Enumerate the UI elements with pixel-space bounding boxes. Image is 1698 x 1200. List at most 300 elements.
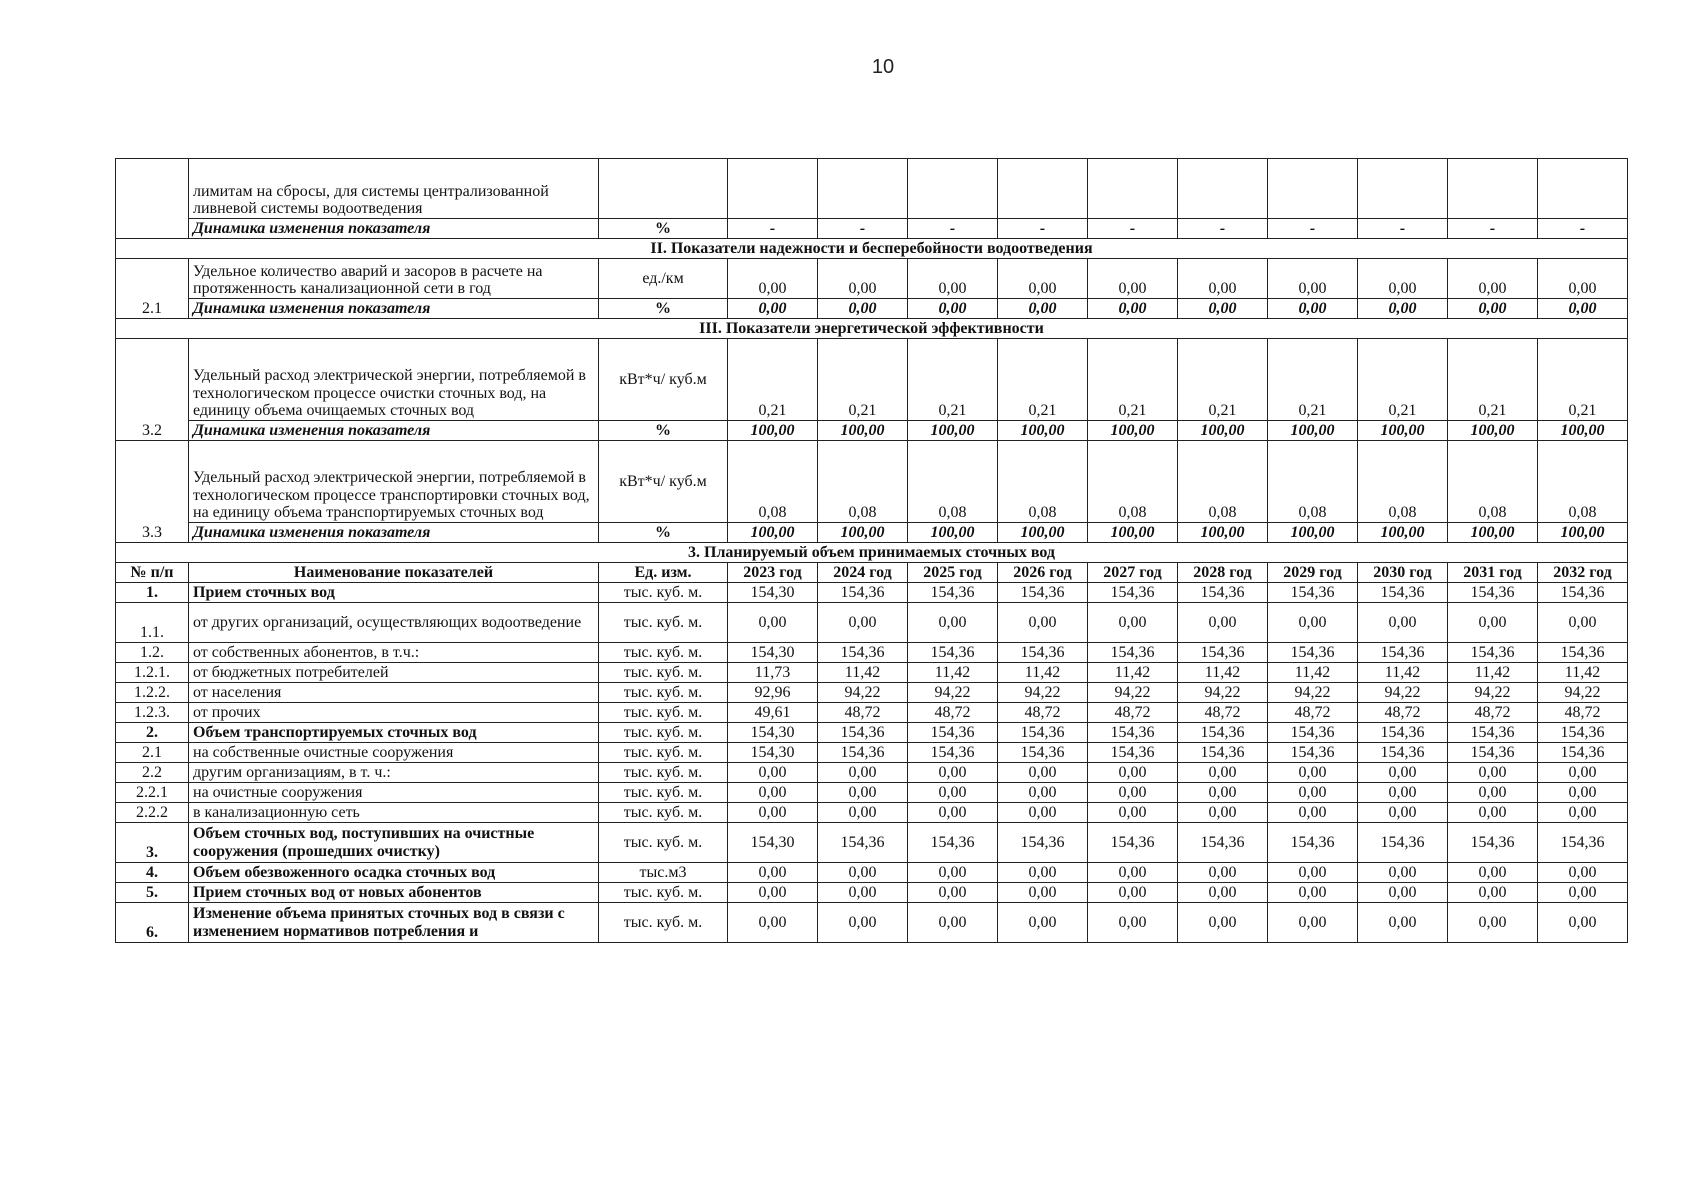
unit-cell: тыс. куб. м.	[599, 723, 728, 743]
unit-cell: тыс. куб. м.	[599, 783, 728, 803]
value-cell: 100,00	[1268, 421, 1358, 441]
value-cell: 0,00	[998, 603, 1088, 643]
value-cell: 11,42	[1268, 663, 1358, 683]
header-year: 2029 год	[1268, 563, 1358, 583]
value-cell: 0,00	[1538, 763, 1628, 783]
indicator-name: Прием сточных вод от новых абонентов	[189, 883, 599, 903]
value-cell: 0,00	[998, 763, 1088, 783]
value-cell: -	[818, 219, 908, 239]
value-cell: 11,42	[1358, 663, 1448, 683]
value-cell: 48,72	[818, 703, 908, 723]
value-cell: 0,00	[1178, 603, 1268, 643]
value-cell: 0,21	[1178, 339, 1268, 421]
value-cell: 0,21	[998, 339, 1088, 421]
unit-cell: тыс.м3	[599, 863, 728, 883]
value-cell: 0,00	[1178, 783, 1268, 803]
value-cell: 0,00	[1358, 783, 1448, 803]
table-row	[116, 723, 1628, 743]
value-cell: 100,00	[1448, 523, 1538, 543]
dynamics-label: Динамика изменения показателя	[189, 421, 599, 441]
indicator-name: от населения	[189, 683, 599, 703]
header-year: 2026 год	[998, 563, 1088, 583]
value-cell: 154,36	[1268, 643, 1358, 663]
section-title: 3. Планируемый объем принимаемых сточных вод	[116, 543, 1628, 563]
value-cell: 100,00	[1178, 421, 1268, 441]
value-cell: 0,08	[1538, 441, 1628, 523]
value-cell: 154,36	[1538, 583, 1628, 603]
header-year: 2027 год	[1088, 563, 1178, 583]
unit-cell: тыс. куб. м.	[599, 583, 728, 603]
value-cell: 154,36	[1538, 643, 1628, 663]
value-cell: 94,22	[908, 683, 998, 703]
row-number-cell: 1.2.	[116, 643, 189, 663]
value-cell: 0,00	[818, 299, 908, 319]
value-cell	[1178, 159, 1268, 219]
value-cell: 0,21	[908, 339, 998, 421]
value-cell: 11,42	[818, 663, 908, 683]
value-cell: 0,00	[1358, 603, 1448, 643]
value-cell: 0,00	[1448, 863, 1538, 883]
row-number-cell: 3.	[116, 823, 189, 863]
value-cell: 154,36	[1088, 583, 1178, 603]
value-cell: 0,00	[1178, 259, 1268, 299]
dynamics-label: Динамика изменения показателя	[189, 299, 599, 319]
value-cell: 0,00	[1088, 603, 1178, 643]
value-cell: 0,00	[1538, 863, 1628, 883]
value-cell: 48,72	[908, 703, 998, 723]
value-cell: 0,21	[818, 339, 908, 421]
unit-cell: %	[599, 523, 728, 543]
value-cell: 0,21	[1448, 339, 1538, 421]
value-cell: 0,00	[728, 259, 818, 299]
header-year: 2030 год	[1358, 563, 1448, 583]
value-cell: 154,36	[1268, 823, 1358, 863]
value-cell: 100,00	[1538, 523, 1628, 543]
value-cell: 0,00	[1268, 783, 1358, 803]
value-cell: -	[1088, 219, 1178, 239]
value-cell: 0,00	[1088, 903, 1178, 943]
value-cell: 0,00	[998, 783, 1088, 803]
value-cell: 100,00	[1268, 523, 1358, 543]
value-cell: 100,00	[1358, 421, 1448, 441]
value-cell: 0,00	[1268, 883, 1358, 903]
indicator-name: на собственные очистные сооружения	[189, 743, 599, 763]
value-cell: 0,00	[818, 903, 908, 943]
value-cell: 94,22	[1268, 683, 1358, 703]
value-cell: 0,00	[1358, 803, 1448, 823]
value-cell: 0,00	[908, 903, 998, 943]
indicator-name: от собственных абонентов, в т.ч.:	[189, 643, 599, 663]
value-cell: 0,00	[1268, 603, 1358, 643]
row-number-cell: 2.2.2	[116, 803, 189, 823]
value-cell: 0,00	[1178, 763, 1268, 783]
value-cell: 0,00	[908, 603, 998, 643]
value-cell: 0,08	[1178, 441, 1268, 523]
value-cell: 0,00	[1448, 299, 1538, 319]
unit-cell: %	[599, 421, 728, 441]
indicator-name: Объем обезвоженного осадка сточных вод	[189, 863, 599, 883]
table-row	[116, 783, 1628, 803]
header-year: 2031 год	[1448, 563, 1538, 583]
value-cell: 94,22	[1088, 683, 1178, 703]
value-cell: 0,00	[1088, 783, 1178, 803]
value-cell: 154,36	[1358, 743, 1448, 763]
row-number-cell: 6.	[116, 903, 189, 943]
value-cell: 92,96	[728, 683, 818, 703]
value-cell: -	[728, 219, 818, 239]
header-name: Наименование показателей	[189, 563, 599, 583]
value-cell: 0,00	[1088, 763, 1178, 783]
dynamics-row	[116, 299, 1628, 319]
indicator-name: Удельный расход электрической энергии, потребляемой в технологическом процессе очистки сточных вод, на единицу объема очищаемых сточных вод	[189, 339, 599, 421]
value-cell: 48,72	[1178, 703, 1268, 723]
value-cell: 154,36	[908, 583, 998, 603]
dynamics-row	[116, 219, 1628, 239]
value-cell: 0,00	[1448, 603, 1538, 643]
value-cell	[1538, 159, 1628, 219]
value-cell: 0,08	[1358, 441, 1448, 523]
value-cell: 154,36	[1178, 743, 1268, 763]
value-cell: 0,00	[1358, 259, 1448, 299]
indicator-name: от прочих	[189, 703, 599, 723]
value-cell: 0,00	[1358, 883, 1448, 903]
value-cell: 0,00	[1448, 763, 1538, 783]
value-cell: 0,00	[1538, 603, 1628, 643]
section-title: III. Показатели энергетической эффективности	[116, 319, 1628, 339]
indicator-name: Изменение объема принятых сточных вод в связи с изменением нормативов потребления и	[189, 903, 599, 943]
row-number-cell: 1.	[116, 583, 189, 603]
unit-cell: тыс. куб. м.	[599, 883, 728, 903]
indicator-name: лимитам на сбросы, для системы централизованной ливневой системы водоотведения	[189, 159, 599, 219]
table-row	[116, 763, 1628, 783]
value-cell	[1088, 159, 1178, 219]
section-row	[116, 543, 1628, 563]
value-cell: 0,00	[728, 603, 818, 643]
value-cell: 154,36	[908, 643, 998, 663]
value-cell	[908, 159, 998, 219]
value-cell: 0,00	[1088, 883, 1178, 903]
value-cell: 48,72	[998, 703, 1088, 723]
value-cell: 94,22	[1538, 683, 1628, 703]
value-cell: 154,36	[1088, 823, 1178, 863]
value-cell: 154,36	[1088, 643, 1178, 663]
header-year: 2025 год	[908, 563, 998, 583]
table-row	[116, 803, 1628, 823]
value-cell: 100,00	[818, 523, 908, 543]
value-cell: 0,00	[818, 883, 908, 903]
value-cell: 154,36	[1088, 723, 1178, 743]
value-cell: -	[908, 219, 998, 239]
value-cell: 0,00	[908, 863, 998, 883]
value-cell: 154,36	[1268, 743, 1358, 763]
value-cell: 154,36	[1178, 823, 1268, 863]
value-cell: 154,36	[1448, 643, 1538, 663]
unit-cell: тыс. куб. м.	[599, 743, 728, 763]
value-cell: 154,30	[728, 823, 818, 863]
value-cell: 100,00	[1088, 421, 1178, 441]
value-cell: 0,08	[908, 441, 998, 523]
value-cell: 0,08	[1088, 441, 1178, 523]
value-cell: 154,36	[1448, 583, 1538, 603]
value-cell: -	[1448, 219, 1538, 239]
value-cell: 0,00	[998, 803, 1088, 823]
unit-cell: %	[599, 299, 728, 319]
value-cell	[998, 159, 1088, 219]
unit-cell: кВт*ч/ куб.м	[599, 339, 728, 421]
value-cell: 154,30	[728, 583, 818, 603]
value-cell: 154,36	[998, 723, 1088, 743]
table-row	[116, 903, 1628, 943]
value-cell: 0,00	[1538, 903, 1628, 943]
value-cell: 154,36	[818, 643, 908, 663]
unit-cell: тыс. куб. м.	[599, 763, 728, 783]
value-cell: 0,00	[1268, 803, 1358, 823]
value-cell: 48,72	[1448, 703, 1538, 723]
header-num: № п/п	[116, 563, 189, 583]
section-title: II. Показатели надежности и бесперебойности водоотведения	[116, 239, 1628, 259]
value-cell	[818, 159, 908, 219]
value-cell: 0,08	[728, 441, 818, 523]
dynamics-label: Динамика изменения показателя	[189, 523, 599, 543]
indicator-name: на очистные сооружения	[189, 783, 599, 803]
table-row	[116, 583, 1628, 603]
value-cell: 48,72	[1538, 703, 1628, 723]
indicator-name: Объем транспортируемых сточных вод	[189, 723, 599, 743]
table-row	[116, 683, 1628, 703]
value-cell: 154,30	[728, 643, 818, 663]
value-cell: 0,00	[998, 903, 1088, 943]
value-cell: 100,00	[728, 421, 818, 441]
value-cell: 0,00	[1538, 803, 1628, 823]
value-cell: 100,00	[908, 421, 998, 441]
value-cell: 0,00	[908, 763, 998, 783]
table-row	[116, 663, 1628, 683]
section-row	[116, 239, 1628, 259]
value-cell: 154,30	[728, 743, 818, 763]
row-number-cell: 2.1	[116, 743, 189, 763]
value-cell: 0,21	[1538, 339, 1628, 421]
value-cell: 48,72	[1088, 703, 1178, 723]
value-cell: 0,00	[1178, 803, 1268, 823]
value-cell: 154,36	[818, 583, 908, 603]
value-cell: 0,21	[1268, 339, 1358, 421]
table-row	[116, 823, 1628, 863]
header-unit: Ед. изм.	[599, 563, 728, 583]
table-row	[116, 743, 1628, 763]
value-cell: 154,36	[1358, 583, 1448, 603]
value-cell: 0,21	[728, 339, 818, 421]
value-cell: 0,00	[1178, 883, 1268, 903]
page-number: 10	[871, 56, 895, 78]
value-cell: 100,00	[1538, 421, 1628, 441]
row-number-cell: 3.3	[116, 441, 189, 543]
value-cell: 0,00	[1358, 903, 1448, 943]
value-cell: 0,00	[1178, 299, 1268, 319]
value-cell: 0,00	[728, 763, 818, 783]
value-cell: 154,36	[818, 823, 908, 863]
value-cell: 0,00	[908, 883, 998, 903]
value-cell: 154,36	[1088, 743, 1178, 763]
value-cell: 0,00	[1088, 259, 1178, 299]
row-number-cell	[116, 159, 189, 239]
value-cell: 100,00	[1358, 523, 1448, 543]
unit-cell: тыс. куб. м.	[599, 823, 728, 863]
row-number-cell: 2.1	[116, 259, 189, 319]
indicator-name: от других организаций, осуществляющих водоотведение	[189, 603, 599, 643]
value-cell: 11,42	[1088, 663, 1178, 683]
value-cell: -	[1178, 219, 1268, 239]
table-row	[116, 703, 1628, 723]
row-number-cell: 5.	[116, 883, 189, 903]
value-cell: 94,22	[1178, 683, 1268, 703]
dynamics-label: Динамика изменения показателя	[189, 219, 599, 239]
value-cell: 0,00	[998, 863, 1088, 883]
value-cell: 0,00	[1448, 883, 1538, 903]
value-cell	[728, 159, 818, 219]
value-cell: 94,22	[1448, 683, 1538, 703]
value-cell: 0,00	[1538, 783, 1628, 803]
value-cell: 154,36	[998, 583, 1088, 603]
value-cell: 11,42	[1178, 663, 1268, 683]
value-cell: 0,00	[1538, 259, 1628, 299]
indicator-name: другим организациям, в т. ч.:	[189, 763, 599, 783]
unit-cell: кВт*ч/ куб.м	[599, 441, 728, 523]
value-cell: 0,00	[1448, 783, 1538, 803]
value-cell: 154,36	[908, 743, 998, 763]
header-row	[116, 563, 1628, 583]
value-cell: 154,36	[1448, 723, 1538, 743]
value-cell: 0,00	[818, 259, 908, 299]
value-cell: 154,36	[1178, 643, 1268, 663]
value-cell: 0,00	[1448, 903, 1538, 943]
header-year: 2028 год	[1178, 563, 1268, 583]
row-number-cell: 2.2	[116, 763, 189, 783]
row-number-cell: 1.2.1.	[116, 663, 189, 683]
row-number-cell: 2.2.1	[116, 783, 189, 803]
value-cell: 0,00	[818, 783, 908, 803]
value-cell: 48,72	[1268, 703, 1358, 723]
value-cell: 154,36	[1448, 823, 1538, 863]
value-cell: 0,00	[728, 903, 818, 943]
row-number-cell: 1.1.	[116, 603, 189, 643]
unit-cell: тыс. куб. м.	[599, 663, 728, 683]
value-cell: 0,00	[818, 603, 908, 643]
value-cell: 100,00	[998, 523, 1088, 543]
unit-cell: тыс. куб. м.	[599, 603, 728, 643]
value-cell: 0,00	[728, 803, 818, 823]
indicator-name: Удельное количество аварий и засоров в расчете на протяженность канализационной сети в год	[189, 259, 599, 299]
value-cell: 0,00	[1358, 863, 1448, 883]
value-cell: 48,72	[1358, 703, 1448, 723]
value-cell: 154,36	[818, 743, 908, 763]
value-cell: 0,00	[1538, 299, 1628, 319]
row-number-cell: 4.	[116, 863, 189, 883]
value-cell: 100,00	[1088, 523, 1178, 543]
indicator-name: Объем сточных вод, поступивших на очистные сооружения (прошедших очистку)	[189, 823, 599, 863]
table-row	[116, 339, 1628, 421]
row-number-cell: 2.	[116, 723, 189, 743]
table-row	[116, 159, 1628, 219]
value-cell: 154,36	[1268, 583, 1358, 603]
section-row	[116, 319, 1628, 339]
value-cell: 154,36	[1358, 823, 1448, 863]
value-cell: 100,00	[1448, 421, 1538, 441]
value-cell: 94,22	[998, 683, 1088, 703]
indicator-name: Удельный расход электрической энергии, потребляемой в технологическом процессе транспортировки сточных вод, на единицу объема транспортируемых сточных вод	[189, 441, 599, 523]
unit-cell	[599, 159, 728, 219]
value-cell	[1358, 159, 1448, 219]
table-row	[116, 441, 1628, 523]
value-cell: 0,00	[1268, 299, 1358, 319]
value-cell: 154,36	[1358, 723, 1448, 743]
value-cell: 0,00	[998, 259, 1088, 299]
indicator-name: в канализационную сеть	[189, 803, 599, 823]
value-cell: 0,00	[1268, 863, 1358, 883]
value-cell: -	[1538, 219, 1628, 239]
value-cell	[1268, 159, 1358, 219]
value-cell: 154,36	[998, 743, 1088, 763]
value-cell: 0,00	[1178, 903, 1268, 943]
value-cell: -	[1358, 219, 1448, 239]
value-cell: 0,00	[1538, 883, 1628, 903]
indicator-name: от бюджетных потребителей	[189, 663, 599, 683]
value-cell: 0,00	[908, 259, 998, 299]
value-cell: 100,00	[818, 421, 908, 441]
table-row	[116, 259, 1628, 299]
table-row	[116, 603, 1628, 643]
value-cell: 0,00	[1358, 299, 1448, 319]
value-cell: 0,00	[998, 883, 1088, 903]
value-cell: 0,00	[1088, 299, 1178, 319]
value-cell: 0,08	[998, 441, 1088, 523]
row-number-cell: 1.2.3.	[116, 703, 189, 723]
unit-cell: тыс. куб. м.	[599, 703, 728, 723]
value-cell: 154,36	[1538, 823, 1628, 863]
value-cell: -	[1268, 219, 1358, 239]
indicator-name: Прием сточных вод	[189, 583, 599, 603]
value-cell: 0,00	[1268, 903, 1358, 943]
value-cell: 154,36	[1268, 723, 1358, 743]
value-cell: 0,00	[908, 783, 998, 803]
value-cell: 154,36	[818, 723, 908, 743]
value-cell: 11,42	[998, 663, 1088, 683]
value-cell: 0,08	[1448, 441, 1538, 523]
header-year: 2024 год	[818, 563, 908, 583]
row-number-cell: 1.2.2.	[116, 683, 189, 703]
value-cell: 154,36	[1358, 643, 1448, 663]
value-cell: 0,00	[1088, 803, 1178, 823]
value-cell: 11,73	[728, 663, 818, 683]
value-cell: 94,22	[818, 683, 908, 703]
value-cell: 0,00	[1448, 803, 1538, 823]
value-cell: 0,00	[728, 883, 818, 903]
value-cell: 0,00	[1358, 763, 1448, 783]
value-cell: 11,42	[1448, 663, 1538, 683]
value-cell: 154,36	[908, 723, 998, 743]
value-cell: 0,00	[1268, 259, 1358, 299]
unit-cell: тыс. куб. м.	[599, 643, 728, 663]
value-cell: 0,00	[908, 803, 998, 823]
value-cell: 154,36	[998, 823, 1088, 863]
table-row	[116, 883, 1628, 903]
value-cell: 100,00	[1178, 523, 1268, 543]
value-cell: 154,36	[998, 643, 1088, 663]
value-cell: 0,00	[998, 299, 1088, 319]
value-cell: 154,36	[1538, 743, 1628, 763]
unit-cell: %	[599, 219, 728, 239]
header-year: 2023 год	[728, 563, 818, 583]
value-cell: 49,61	[728, 703, 818, 723]
